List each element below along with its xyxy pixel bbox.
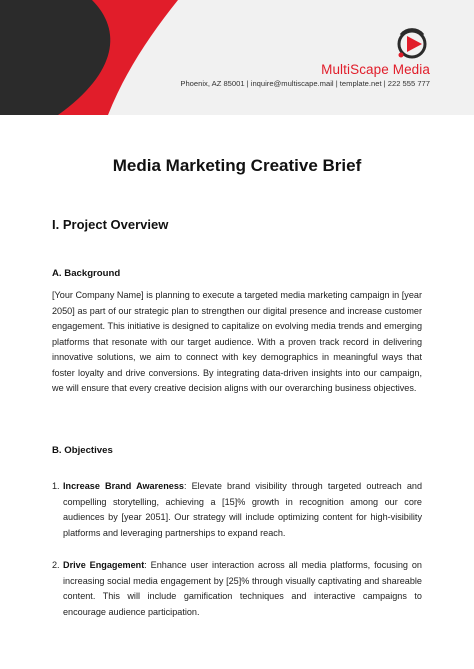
background-heading: A. Background <box>52 268 121 279</box>
section-heading: I. Project Overview <box>52 217 169 232</box>
play-lens-logo-icon <box>395 27 429 61</box>
list-number: 2. <box>52 560 60 570</box>
list-number: 1. <box>52 481 60 491</box>
objective-label: Drive Engagement <box>63 560 145 570</box>
objective-text: : Elevate brand visibility through targeted outreach and compelling storytelling, achieving a [15]% growth in recognition among our core audiences by [year 2051]. Our strategy will include optimizing content for high-visibility platforms and leveraging partnerships to expand reach. <box>63 481 422 538</box>
list-item <box>52 479 422 541</box>
objective-label: Increase Brand Awareness <box>63 481 184 491</box>
letterhead-banner <box>0 0 474 115</box>
objectives-heading: B. Objectives <box>52 445 113 456</box>
objective-text: : Enhance user interaction across all media platforms, focusing on increasing social media engagement by [25]% through visually captivating and shareable content. This will include gamification techniques and interactive campaigns to encourage audience participation. <box>63 560 422 617</box>
contact-line: Phoenix, AZ 85001 | inquire@multiscape.mail | template.net | 222 555 777 <box>180 79 430 88</box>
brand-name: MultiScape Media <box>321 62 430 77</box>
list-item <box>52 558 422 620</box>
objectives-list <box>52 479 422 620</box>
background-paragraph: [Your Company Name] is planning to execute a targeted media marketing campaign in [year 2050] as part of our strategic plan to strengthen our digital presence and increase customer engagement. This initiative is designed to capitalize on evolving media trends and emerging platforms that resonate with our target audience. With a proven track record in delivering innovative solutions, we aim to connect with key demographics in meaningful ways that foster loyalty and drive conversions. By integrating data-driven insights into our campaign, we will ensure that every creative decision aligns with our overarching business objectives. <box>52 290 422 393</box>
document-title: Media Marketing Creative Brief <box>112 156 362 175</box>
